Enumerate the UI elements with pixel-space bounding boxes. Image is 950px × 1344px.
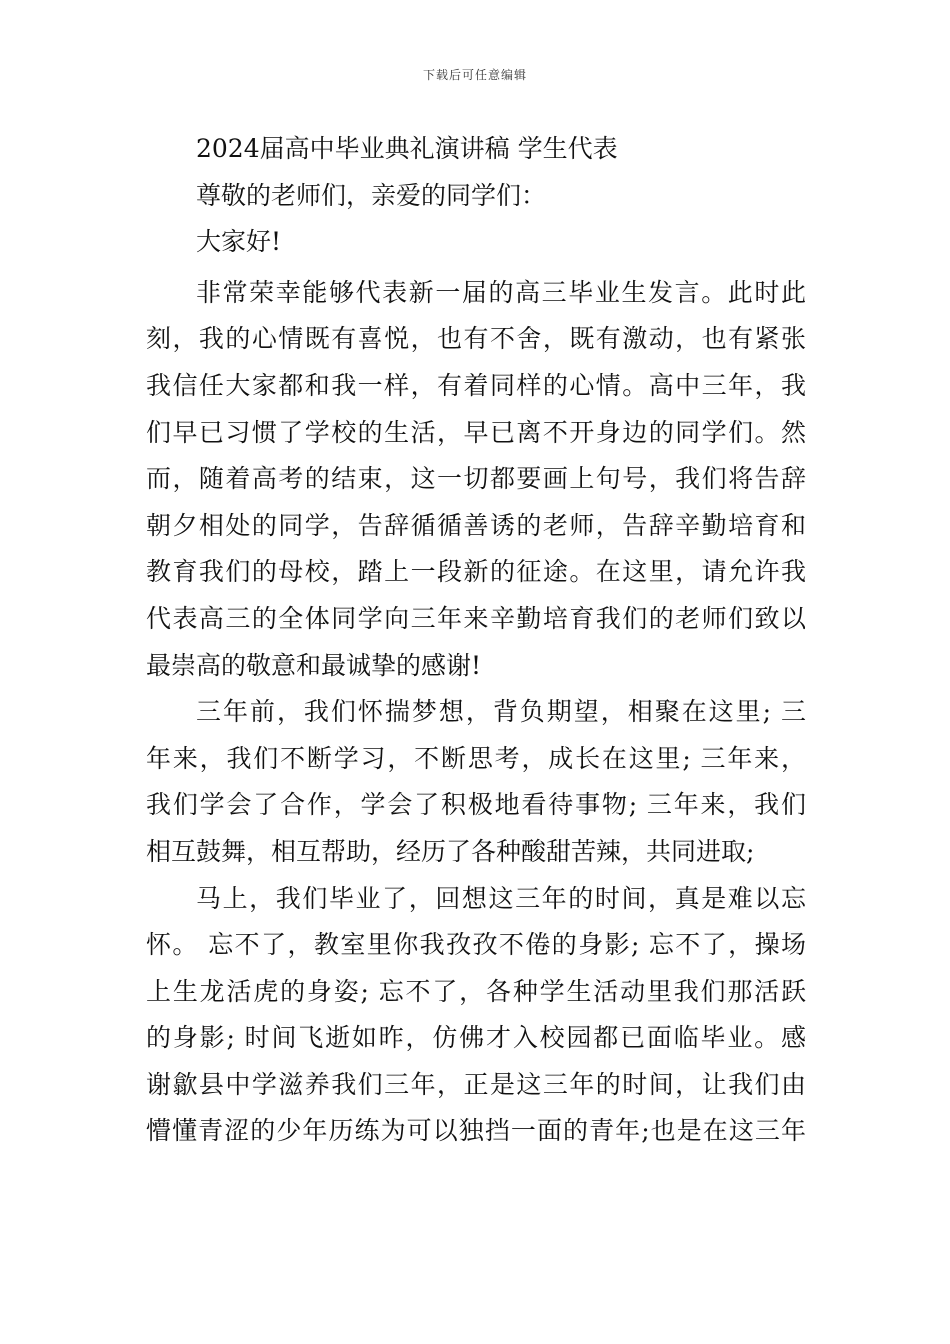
paragraph-line: 刻，我的心情既有喜悦，也有不舍，既有激动，也有紧张 <box>146 324 806 354</box>
paragraph-line: 我信任大家都和我一样，有着同样的心情。高中三年，我 <box>146 370 806 400</box>
paragraph-line: 马上，我们毕业了，回想这三年的时间，真是难以忘 <box>196 883 806 913</box>
paragraph-line: 教育我们的母校，踏上一段新的征途。在这里，请允许我 <box>146 557 806 587</box>
download-note: 下载后可任意编辑 <box>422 68 527 82</box>
paragraph-line: 朝夕相处的同学，告辞循循善诱的老师，告辞辛勤培育和 <box>146 510 806 540</box>
paragraph-line: 怀。 忘不了，教室里你我孜孜不倦的身影; 忘不了，操场 <box>146 930 806 960</box>
paragraph-line: 而，随着高考的结束，这一切都要画上句号，我们将告辞 <box>146 464 806 494</box>
paragraph-line: 上生龙活虎的身姿; 忘不了，各种学生活动里我们那活跃 <box>146 976 806 1006</box>
document-title: 2024届高中毕业典礼演讲稿 学生代表 <box>196 134 618 163</box>
paragraph-line: 们早已习惯了学校的生活，早已离不开身边的同学们。然 <box>146 417 806 447</box>
paragraph-line: 懵懂青涩的少年历练为可以独挡一面的青年;也是在这三年 <box>146 1116 806 1146</box>
document-body <box>146 126 806 1155</box>
paragraph-line: 相互鼓舞，相互帮助，经历了各种酸甜苦辣，共同进取; <box>146 836 755 866</box>
paragraph-line: 非常荣幸能够代表新一届的高三毕业生发言。此时此 <box>196 277 806 307</box>
salutation: 尊敬的老师们，亲爱的同学们： <box>196 180 547 210</box>
paragraph-line: 的身影; 时间飞逝如昨，仿佛才入校园都已面临毕业。感 <box>146 1023 806 1053</box>
paragraph-line: 三年前，我们怀揣梦想，背负期望，相聚在这里; 三 <box>196 697 806 727</box>
paragraph-line: 年来，我们不断学习，不断思考，成长在这里; 三年来， <box>146 743 806 773</box>
paragraph-line: 我们学会了合作，学会了积极地看待事物; 三年来，我们 <box>146 790 806 820</box>
paragraph-line: 最崇高的敬意和最诚挚的感谢! <box>146 650 482 680</box>
paragraph-line: 谢歙县中学滋养我们三年，正是这三年的时间，让我们由 <box>146 1069 806 1099</box>
paragraph-line: 代表高三的全体同学向三年来辛勤培育我们的老师们致以 <box>146 603 806 633</box>
greeting: 大家好! <box>196 227 282 257</box>
